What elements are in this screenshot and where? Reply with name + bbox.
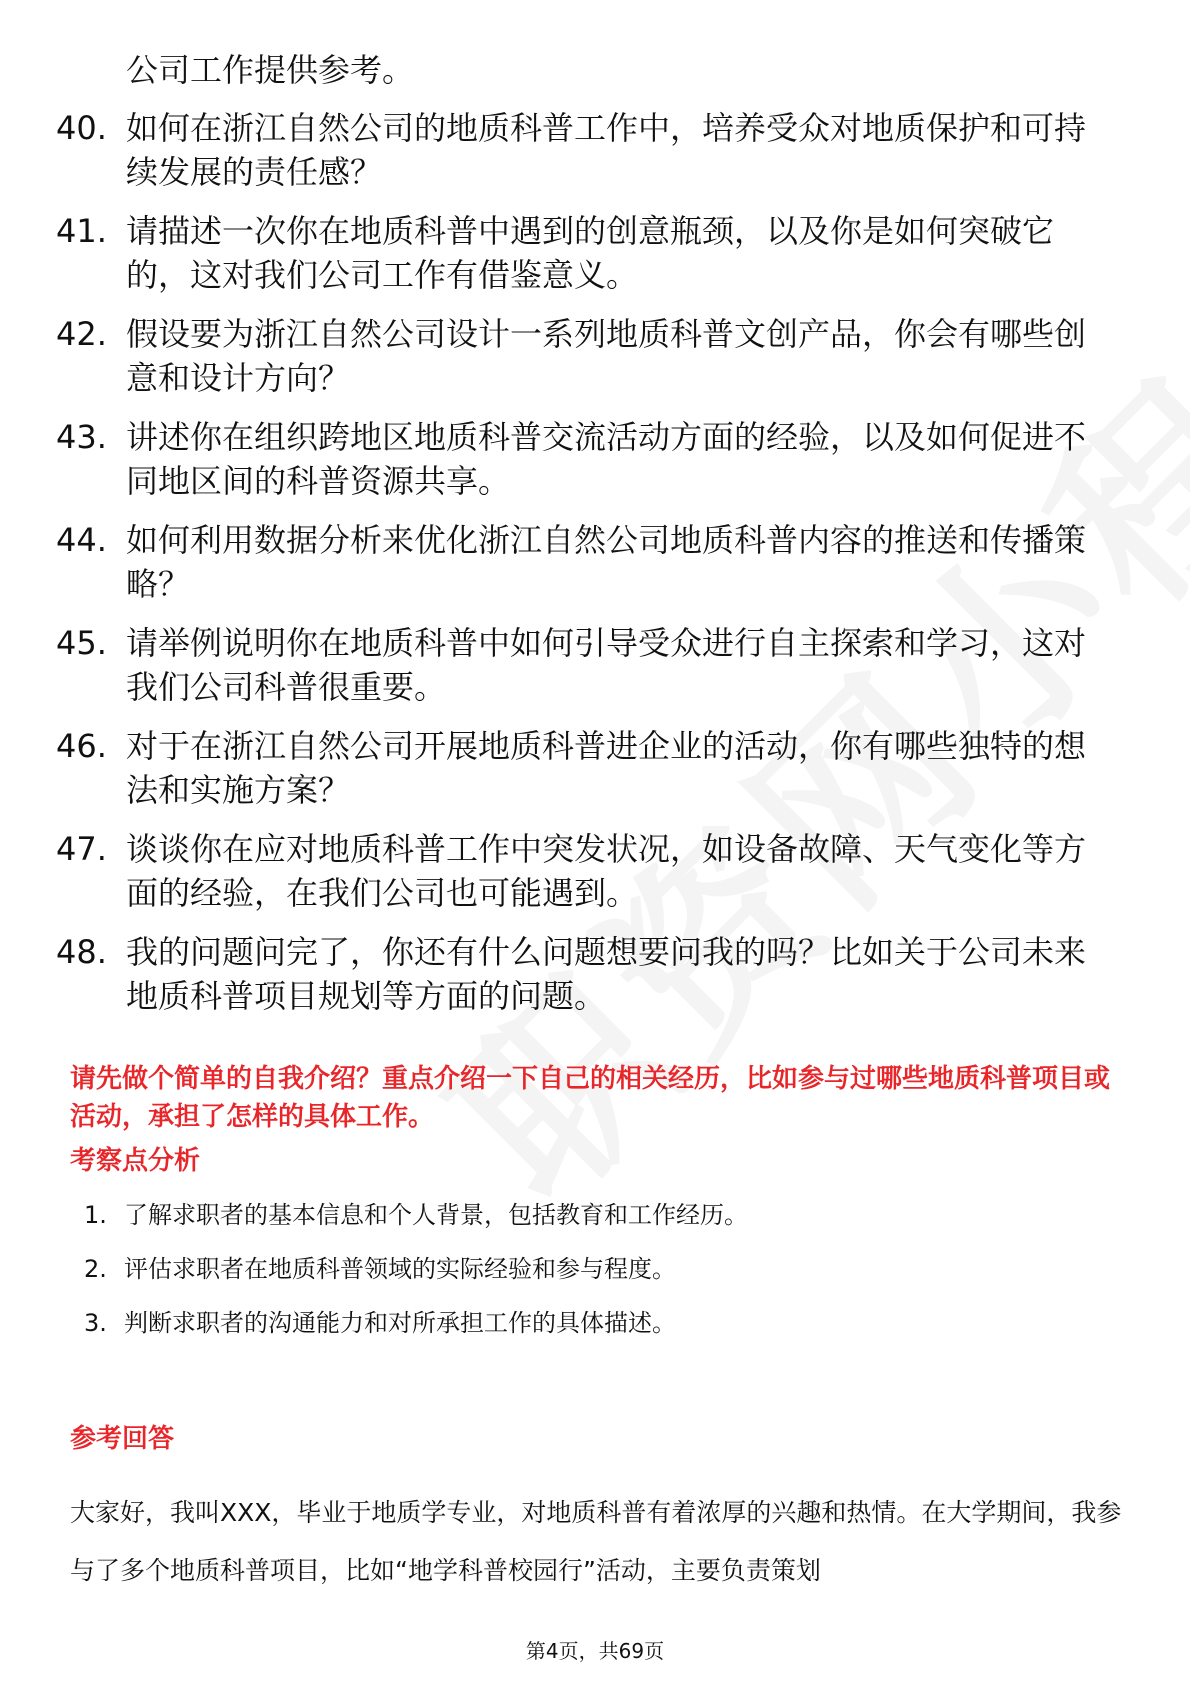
question-text: 谈谈你在应对地质科普工作中突发状况，如设备故障、天气变化等方面的经验，在我们公司也可能遇到。 bbox=[126, 830, 1087, 912]
question-item bbox=[56, 209, 1116, 297]
question-text: 讲述你在组织跨地区地质科普交流活动方面的经验，以及如何促进不同地区间的科普资源共享。 bbox=[126, 418, 1087, 500]
question-number: 40. bbox=[56, 109, 107, 147]
question-text: 请举例说明你在地质科普中如何引导受众进行自主探索和学习，这对我们公司科普很重要。 bbox=[126, 624, 1087, 706]
question-number: 46. bbox=[56, 727, 107, 765]
point-text: 评估求职者在地质科普领域的实际经验和参与程度。 bbox=[124, 1255, 676, 1283]
analysis-point bbox=[84, 1252, 1084, 1286]
question-item bbox=[56, 827, 1116, 915]
question-number: 44. bbox=[56, 521, 107, 559]
point-number: 1. bbox=[84, 1201, 107, 1229]
question-item bbox=[56, 930, 1116, 1018]
point-text: 了解求职者的基本信息和个人背景，包括教育和工作经历。 bbox=[124, 1201, 748, 1229]
question-text: 对于在浙江自然公司开展地质科普进企业的活动，你有哪些独特的想法和实施方案？ bbox=[126, 727, 1087, 809]
continuation-text: 公司工作提供参考。 bbox=[126, 51, 415, 89]
question-number: 42. bbox=[56, 315, 107, 353]
point-text: 判断求职者的沟通能力和对所承担工作的具体描述。 bbox=[124, 1309, 676, 1337]
question-text: 如何利用数据分析来优化浙江自然公司地质科普内容的推送和传播策略？ bbox=[126, 521, 1087, 603]
point-number: 3. bbox=[84, 1309, 107, 1337]
question-number: 47. bbox=[56, 830, 107, 868]
analysis-point bbox=[84, 1306, 1084, 1340]
question-number: 45. bbox=[56, 624, 107, 662]
question-text: 如何在浙江自然公司的地质科普工作中，培养受众对地质保护和可持续发展的责任感？ bbox=[126, 109, 1087, 191]
question-number: 43. bbox=[56, 418, 107, 456]
point-number: 2. bbox=[84, 1255, 107, 1283]
question-text: 假设要为浙江自然公司设计一系列地质科普文创产品，你会有哪些创意和设计方向？ bbox=[126, 315, 1087, 397]
answer-title: 参考回答 bbox=[70, 1424, 175, 1454]
question-item bbox=[56, 724, 1116, 812]
question-item bbox=[56, 415, 1116, 503]
analysis-point bbox=[84, 1198, 1084, 1232]
question-number: 48. bbox=[56, 933, 107, 971]
question-text: 请描述一次你在地质科普中遇到的创意瓶颈，以及你是如何突破它的，这对我们公司工作有借鉴意义。 bbox=[126, 212, 1055, 294]
question-item bbox=[56, 312, 1116, 400]
question-item bbox=[56, 106, 1116, 194]
question-number: 41. bbox=[56, 212, 107, 250]
question-item bbox=[56, 518, 1116, 606]
analysis-points bbox=[84, 1198, 1084, 1360]
question-list bbox=[56, 106, 1116, 1033]
question-item bbox=[56, 621, 1116, 709]
analysis-title: 考察点分析 bbox=[70, 1146, 201, 1176]
answer-text: 大家好，我叫XXX，毕业于地质学专业，对地质科普有着浓厚的兴趣和热情。在大学期间，我参与了多个地质科普项目，比如“地学科普校园行”活动，主要负责策划 bbox=[70, 1498, 1122, 1585]
page-footer: 第4页，共69页 bbox=[525, 1639, 665, 1663]
question-text: 我的问题问完了，你还有什么问题想要问我的吗？比如关于公司未来地质科普项目规划等方面的问题。 bbox=[126, 933, 1087, 1015]
highlight-question: 请先做个简单的自我介绍？重点介绍一下自己的相关经历，比如参与过哪些地质科普项目或活动，承担了怎样的具体工作。 bbox=[70, 1064, 1111, 1132]
